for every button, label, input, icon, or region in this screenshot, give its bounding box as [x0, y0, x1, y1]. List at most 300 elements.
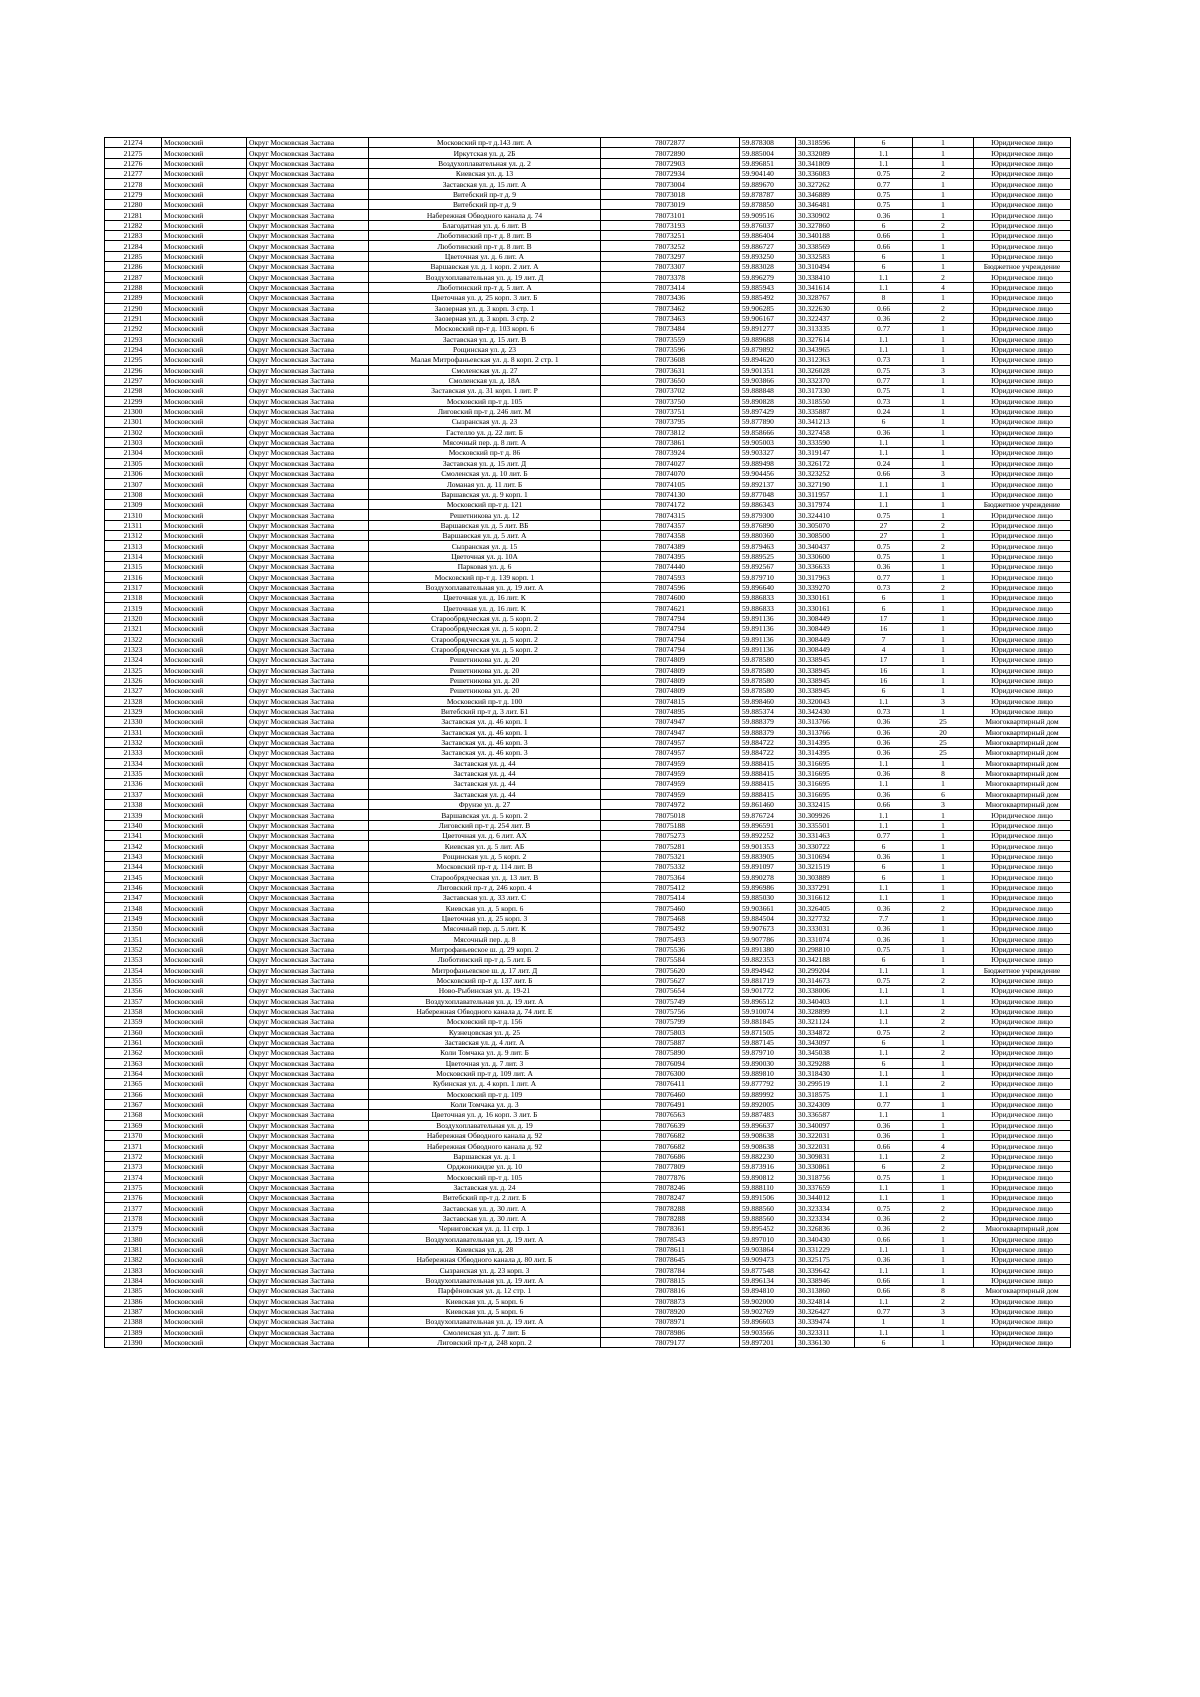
container-volume-cell: 6	[855, 955, 913, 965]
latitude-cell: 59.904140	[740, 169, 796, 179]
container-count-cell: 1	[913, 986, 974, 996]
municipal-okrug-cell: Округ Московская Застава	[247, 665, 369, 675]
latitude-cell: 59.873916	[740, 1162, 796, 1172]
address-cell: Лиговский пр-т д. 254 лит. В	[369, 820, 601, 830]
longitude-cell: 30.312363	[796, 355, 855, 365]
latitude-cell: 59.883905	[740, 851, 796, 861]
municipal-okrug-cell: Округ Московская Застава	[247, 1317, 369, 1327]
record-number-cell: 21322	[105, 634, 162, 644]
latitude-cell: 59.889992	[740, 1089, 796, 1099]
container-count-cell: 1	[913, 1037, 974, 1047]
container-volume-cell: 0.75	[855, 1027, 913, 1037]
address-cell: Решетникова ул. д. 12	[369, 510, 601, 520]
address-code-cell: 78072934	[601, 169, 740, 179]
latitude-cell: 59.892567	[740, 562, 796, 572]
container-volume-cell: 1.1	[855, 696, 913, 706]
record-number-cell: 21313	[105, 541, 162, 551]
owner-type-cell: Юридическое лицо	[974, 944, 1071, 954]
longitude-cell: 30.313860	[796, 1286, 855, 1296]
municipal-okrug-cell: Округ Московская Застава	[247, 882, 369, 892]
latitude-cell: 59.892137	[740, 479, 796, 489]
latitude-cell: 59.883028	[740, 262, 796, 272]
table-row	[105, 1244, 1071, 1254]
table-row	[105, 158, 1071, 168]
table-row	[105, 1255, 1071, 1265]
table-row	[105, 541, 1071, 551]
address-cell: Воздухоплавательная ул. д. 2	[369, 158, 601, 168]
owner-type-cell: Юридическое лицо	[974, 644, 1071, 654]
address-code-cell: 78073559	[601, 334, 740, 344]
longitude-cell: 30.328899	[796, 1006, 855, 1016]
owner-type-cell: Юридическое лицо	[974, 200, 1071, 210]
address-cell: Сызранская ул. д. 23	[369, 417, 601, 427]
container-volume-cell: 1.1	[855, 437, 913, 447]
container-volume-cell: 0.77	[855, 831, 913, 841]
longitude-cell: 30.322031	[796, 1141, 855, 1151]
record-number-cell: 21331	[105, 727, 162, 737]
municipal-okrug-cell: Округ Московская Застава	[247, 986, 369, 996]
container-volume-cell: 0.66	[855, 800, 913, 810]
longitude-cell: 30.323334	[796, 1213, 855, 1223]
address-code-cell: 78078247	[601, 1193, 740, 1203]
container-volume-cell: 1.1	[855, 810, 913, 820]
address-cell: Набережная Обводного канала д. 92	[369, 1131, 601, 1141]
table-row	[105, 510, 1071, 520]
district-cell: Московский	[162, 624, 247, 634]
address-code-cell: 78075321	[601, 851, 740, 861]
container-volume-cell: 0.36	[855, 717, 913, 727]
address-cell: Заставская ул. д. 24	[369, 1182, 601, 1192]
container-volume-cell: 1.1	[855, 158, 913, 168]
district-cell: Московский	[162, 1255, 247, 1265]
address-cell: Заставская ул. д. 44	[369, 758, 601, 768]
address-code-cell: 78073193	[601, 220, 740, 230]
table-row	[105, 758, 1071, 768]
municipal-okrug-cell: Округ Московская Застава	[247, 396, 369, 406]
address-code-cell: 78077809	[601, 1162, 740, 1172]
container-volume-cell: 1.1	[855, 479, 913, 489]
address-cell: Рощинская ул. д. 23	[369, 344, 601, 354]
municipal-okrug-cell: Округ Московская Застава	[247, 696, 369, 706]
container-volume-cell: 0.75	[855, 200, 913, 210]
container-volume-cell: 0.75	[855, 1203, 913, 1213]
container-count-cell: 1	[913, 1265, 974, 1275]
record-number-cell: 21306	[105, 469, 162, 479]
table-row	[105, 200, 1071, 210]
container-volume-cell: 0.66	[855, 1275, 913, 1285]
address-code-cell: 78074794	[601, 613, 740, 623]
owner-type-cell: Юридическое лицо	[974, 903, 1071, 913]
latitude-cell: 59.885943	[740, 282, 796, 292]
longitude-cell: 30.310494	[796, 262, 855, 272]
owner-type-cell: Многоквартирный дом	[974, 727, 1071, 737]
address-code-cell: 78073751	[601, 406, 740, 416]
container-count-cell: 2	[913, 975, 974, 985]
address-cell: Фрунзе ул. д. 27	[369, 800, 601, 810]
longitude-cell: 30.313335	[796, 324, 855, 334]
record-number-cell: 21344	[105, 862, 162, 872]
latitude-cell: 59.909473	[740, 1255, 796, 1265]
address-cell: Ломаная ул. д. 11 лит. Б	[369, 479, 601, 489]
owner-type-cell: Юридическое лицо	[974, 1265, 1071, 1275]
container-count-cell: 1	[913, 324, 974, 334]
longitude-cell: 30.330902	[796, 210, 855, 220]
table-row	[105, 882, 1071, 892]
municipal-okrug-cell: Округ Московская Застава	[247, 520, 369, 530]
address-code-cell: 78076686	[601, 1151, 740, 1161]
municipal-okrug-cell: Округ Московская Застава	[247, 800, 369, 810]
container-volume-cell: 7.7	[855, 913, 913, 923]
district-cell: Московский	[162, 996, 247, 1006]
district-cell: Московский	[162, 882, 247, 892]
container-volume-cell: 16	[855, 675, 913, 685]
longitude-cell: 30.322437	[796, 313, 855, 323]
container-count-cell: 1	[913, 148, 974, 158]
record-number-cell: 21296	[105, 365, 162, 375]
district-cell: Московский	[162, 655, 247, 665]
container-count-cell: 2	[913, 272, 974, 282]
latitude-cell: 59.889498	[740, 458, 796, 468]
container-count-cell: 1	[913, 251, 974, 261]
container-volume-cell: 6	[855, 1037, 913, 1047]
municipal-okrug-cell: Округ Московская Застава	[247, 644, 369, 654]
owner-type-cell: Юридическое лицо	[974, 293, 1071, 303]
longitude-cell: 30.303889	[796, 872, 855, 882]
container-volume-cell: 0.24	[855, 406, 913, 416]
district-cell: Московский	[162, 427, 247, 437]
longitude-cell: 30.316695	[796, 779, 855, 789]
address-code-cell: 78074947	[601, 727, 740, 737]
district-cell: Московский	[162, 231, 247, 241]
address-code-cell: 78075492	[601, 924, 740, 934]
container-volume-cell: 0.75	[855, 541, 913, 551]
district-cell: Московский	[162, 1224, 247, 1234]
container-volume-cell: 0.36	[855, 562, 913, 572]
container-count-cell: 1	[913, 944, 974, 954]
longitude-cell: 30.340188	[796, 231, 855, 241]
longitude-cell: 30.332415	[796, 800, 855, 810]
address-cell: Решетникова ул. д. 20	[369, 686, 601, 696]
record-number-cell: 21335	[105, 768, 162, 778]
owner-type-cell: Юридическое лицо	[974, 282, 1071, 292]
address-code-cell: 78073484	[601, 324, 740, 334]
district-cell: Московский	[162, 469, 247, 479]
owner-type-cell: Многоквартирный дом	[974, 768, 1071, 778]
address-code-cell: 78072877	[601, 138, 740, 148]
district-cell: Московский	[162, 644, 247, 654]
record-number-cell: 21300	[105, 406, 162, 416]
address-code-cell: 78078815	[601, 1275, 740, 1285]
district-cell: Московский	[162, 779, 247, 789]
municipal-okrug-cell: Округ Московская Застава	[247, 1213, 369, 1223]
district-cell: Московский	[162, 675, 247, 685]
table-row	[105, 437, 1071, 447]
container-count-cell: 1	[913, 386, 974, 396]
container-count-cell: 1	[913, 334, 974, 344]
municipal-okrug-cell: Округ Московская Застава	[247, 1058, 369, 1068]
address-code-cell: 78073252	[601, 241, 740, 251]
owner-type-cell: Юридическое лицо	[974, 458, 1071, 468]
table-row	[105, 603, 1071, 613]
table-row	[105, 593, 1071, 603]
longitude-cell: 30.327458	[796, 427, 855, 437]
longitude-cell: 30.343965	[796, 344, 855, 354]
latitude-cell: 59.897429	[740, 406, 796, 416]
latitude-cell: 59.905003	[740, 437, 796, 447]
district-cell: Московский	[162, 417, 247, 427]
table-row	[105, 851, 1071, 861]
latitude-cell: 59.892005	[740, 1099, 796, 1109]
table-row	[105, 737, 1071, 747]
record-number-cell: 21360	[105, 1027, 162, 1037]
latitude-cell: 59.894810	[740, 1286, 796, 1296]
latitude-cell: 59.893250	[740, 251, 796, 261]
address-code-cell: 78078288	[601, 1213, 740, 1223]
address-code-cell: 78074815	[601, 696, 740, 706]
record-number-cell: 21374	[105, 1172, 162, 1182]
owner-type-cell: Юридическое лицо	[974, 810, 1071, 820]
container-volume-cell: 0.75	[855, 1172, 913, 1182]
owner-type-cell: Многоквартирный дом	[974, 737, 1071, 747]
latitude-cell: 59.880360	[740, 531, 796, 541]
container-volume-cell: 1.1	[855, 148, 913, 158]
record-number-cell: 21319	[105, 603, 162, 613]
container-count-cell: 2	[913, 169, 974, 179]
district-cell: Московский	[162, 986, 247, 996]
latitude-cell: 59.888379	[740, 727, 796, 737]
district-cell: Московский	[162, 603, 247, 613]
table-row	[105, 975, 1071, 985]
address-cell: Мясочный пер. д. 8	[369, 934, 601, 944]
owner-type-cell: Юридическое лицо	[974, 572, 1071, 582]
longitude-cell: 30.330861	[796, 1162, 855, 1172]
longitude-cell: 30.335887	[796, 406, 855, 416]
owner-type-cell: Юридическое лицо	[974, 179, 1071, 189]
district-cell: Московский	[162, 665, 247, 675]
latitude-cell: 59.878580	[740, 686, 796, 696]
municipal-okrug-cell: Округ Московская Застава	[247, 593, 369, 603]
latitude-cell: 59.903566	[740, 1327, 796, 1337]
container-count-cell: 1	[913, 1172, 974, 1182]
latitude-cell: 59.881845	[740, 1017, 796, 1027]
municipal-okrug-cell: Округ Московская Застава	[247, 169, 369, 179]
container-count-cell: 1	[913, 913, 974, 923]
container-count-cell: 1	[913, 1089, 974, 1099]
record-number-cell: 21370	[105, 1131, 162, 1141]
record-number-cell: 21317	[105, 582, 162, 592]
address-code-cell: 78075654	[601, 986, 740, 996]
longitude-cell: 30.334872	[796, 1027, 855, 1037]
latitude-cell: 59.882353	[740, 955, 796, 965]
container-volume-cell: 0.75	[855, 386, 913, 396]
district-cell: Московский	[162, 169, 247, 179]
owner-type-cell: Юридическое лицо	[974, 355, 1071, 365]
latitude-cell: 59.879710	[740, 1048, 796, 1058]
district-cell: Московский	[162, 1089, 247, 1099]
container-count-cell: 1	[913, 1317, 974, 1327]
owner-type-cell: Юридическое лицо	[974, 1162, 1071, 1172]
longitude-cell: 30.327860	[796, 220, 855, 230]
municipal-okrug-cell: Округ Московская Застава	[247, 179, 369, 189]
longitude-cell: 30.313766	[796, 727, 855, 737]
owner-type-cell: Юридическое лицо	[974, 841, 1071, 851]
table-row	[105, 1234, 1071, 1244]
municipal-okrug-cell: Округ Московская Застава	[247, 365, 369, 375]
address-code-cell: 78074357	[601, 520, 740, 530]
table-row	[105, 810, 1071, 820]
container-volume-cell: 1.1	[855, 1068, 913, 1078]
municipal-okrug-cell: Округ Московская Застава	[247, 675, 369, 685]
address-cell: Варшавская ул. д. 5 корп. 2	[369, 810, 601, 820]
container-volume-cell: 4	[855, 644, 913, 654]
table-row	[105, 479, 1071, 489]
owner-type-cell: Юридическое лицо	[974, 1099, 1071, 1109]
municipal-okrug-cell: Округ Московская Застава	[247, 655, 369, 665]
district-cell: Московский	[162, 458, 247, 468]
table-row	[105, 231, 1071, 241]
owner-type-cell: Юридическое лицо	[974, 1110, 1071, 1120]
container-volume-cell: 1.1	[855, 1151, 913, 1161]
municipal-okrug-cell: Округ Московская Застава	[247, 562, 369, 572]
address-code-cell: 78072890	[601, 148, 740, 158]
owner-type-cell: Юридическое лицо	[974, 489, 1071, 499]
container-count-cell: 1	[913, 1234, 974, 1244]
table-row	[105, 717, 1071, 727]
container-volume-cell: 0.36	[855, 737, 913, 747]
district-cell: Московский	[162, 179, 247, 189]
longitude-cell: 30.339642	[796, 1265, 855, 1275]
container-volume-cell: 17	[855, 655, 913, 665]
address-code-cell: 78074809	[601, 675, 740, 685]
latitude-cell: 59.896591	[740, 820, 796, 830]
district-cell: Московский	[162, 1079, 247, 1089]
address-code-cell: 78074070	[601, 469, 740, 479]
municipal-okrug-cell: Округ Московская Застава	[247, 448, 369, 458]
record-number-cell: 21291	[105, 313, 162, 323]
record-number-cell: 21351	[105, 934, 162, 944]
address-cell: Варшавская ул. д. 5 лит. ВБ	[369, 520, 601, 530]
table-row	[105, 1027, 1071, 1037]
address-cell: Цветочная ул. д. 6 лит. А	[369, 251, 601, 261]
latitude-cell: 59.894620	[740, 355, 796, 365]
latitude-cell: 59.891136	[740, 634, 796, 644]
container-count-cell: 1	[913, 1131, 974, 1141]
owner-type-cell: Юридическое лицо	[974, 893, 1071, 903]
record-number-cell: 21303	[105, 437, 162, 447]
owner-type-cell: Юридическое лицо	[974, 251, 1071, 261]
address-code-cell: 78074959	[601, 779, 740, 789]
record-number-cell: 21365	[105, 1079, 162, 1089]
longitude-cell: 30.342188	[796, 955, 855, 965]
table-row	[105, 862, 1071, 872]
table-row	[105, 706, 1071, 716]
owner-type-cell: Юридическое лицо	[974, 334, 1071, 344]
latitude-cell: 59.888110	[740, 1182, 796, 1192]
owner-type-cell: Юридическое лицо	[974, 1193, 1071, 1203]
owner-type-cell: Юридическое лицо	[974, 344, 1071, 354]
municipal-okrug-cell: Округ Московская Застава	[247, 944, 369, 954]
longitude-cell: 30.338945	[796, 665, 855, 675]
table-row	[105, 148, 1071, 158]
municipal-okrug-cell: Округ Московская Застава	[247, 613, 369, 623]
municipal-okrug-cell: Округ Московская Застава	[247, 1120, 369, 1130]
record-number-cell: 21373	[105, 1162, 162, 1172]
municipal-okrug-cell: Округ Московская Застава	[247, 737, 369, 747]
owner-type-cell: Юридическое лицо	[974, 375, 1071, 385]
owner-type-cell: Юридическое лицо	[974, 831, 1071, 841]
owner-type-cell: Юридическое лицо	[974, 189, 1071, 199]
latitude-cell: 59.907673	[740, 924, 796, 934]
record-number-cell: 21362	[105, 1048, 162, 1058]
longitude-cell: 30.341614	[796, 282, 855, 292]
district-cell: Московский	[162, 944, 247, 954]
longitude-cell: 30.338945	[796, 675, 855, 685]
container-count-cell: 2	[913, 303, 974, 313]
longitude-cell: 30.318430	[796, 1068, 855, 1078]
district-cell: Московский	[162, 903, 247, 913]
address-cell: Заставская ул. д. 46 корп. 3	[369, 748, 601, 758]
container-count-cell: 1	[913, 965, 974, 975]
container-volume-cell: 0.36	[855, 1255, 913, 1265]
municipal-okrug-cell: Округ Московская Застава	[247, 1275, 369, 1285]
latitude-cell: 59.888415	[740, 758, 796, 768]
container-count-cell: 1	[913, 810, 974, 820]
table-row	[105, 365, 1071, 375]
latitude-cell: 59.879710	[740, 572, 796, 582]
address-code-cell: 78075364	[601, 872, 740, 882]
table-row	[105, 344, 1071, 354]
owner-type-cell: Юридическое лицо	[974, 303, 1071, 313]
longitude-cell: 30.327732	[796, 913, 855, 923]
container-count-cell: 1	[913, 1120, 974, 1130]
container-count-cell: 1	[913, 934, 974, 944]
municipal-okrug-cell: Округ Московская Застава	[247, 1162, 369, 1172]
latitude-cell: 59.881719	[740, 975, 796, 985]
address-code-cell: 78074957	[601, 737, 740, 747]
table-row	[105, 665, 1071, 675]
container-count-cell: 1	[913, 841, 974, 851]
district-cell: Московский	[162, 334, 247, 344]
container-count-cell: 1	[913, 158, 974, 168]
district-cell: Московский	[162, 1048, 247, 1058]
owner-type-cell: Юридическое лицо	[974, 1151, 1071, 1161]
owner-type-cell: Юридическое лицо	[974, 520, 1071, 530]
record-number-cell: 21355	[105, 975, 162, 985]
container-volume-cell: 1.1	[855, 1017, 913, 1027]
record-number-cell: 21307	[105, 479, 162, 489]
table-row	[105, 789, 1071, 799]
address-cell: Гастелло ул. д. 22 лит. Б	[369, 427, 601, 437]
latitude-cell: 59.885030	[740, 893, 796, 903]
municipal-okrug-cell: Округ Московская Застава	[247, 500, 369, 510]
address-code-cell: 78079177	[601, 1337, 740, 1347]
municipal-okrug-cell: Округ Московская Застава	[247, 841, 369, 851]
address-code-cell: 78078920	[601, 1306, 740, 1316]
municipal-okrug-cell: Округ Московская Застава	[247, 531, 369, 541]
address-cell: Парфёновская ул. д. 12 стр. 1	[369, 1286, 601, 1296]
record-number-cell: 21359	[105, 1017, 162, 1027]
table-row	[105, 1099, 1071, 1109]
owner-type-cell: Юридическое лицо	[974, 872, 1071, 882]
table-row	[105, 417, 1071, 427]
container-volume-cell: 0.36	[855, 789, 913, 799]
container-count-cell: 1	[913, 138, 974, 148]
owner-type-cell: Юридическое лицо	[974, 386, 1071, 396]
address-code-cell: 78072903	[601, 158, 740, 168]
address-cell: Цветочная ул. д. 6 лит. АХ	[369, 831, 601, 841]
address-code-cell: 78075468	[601, 913, 740, 923]
container-count-cell: 2	[913, 1151, 974, 1161]
